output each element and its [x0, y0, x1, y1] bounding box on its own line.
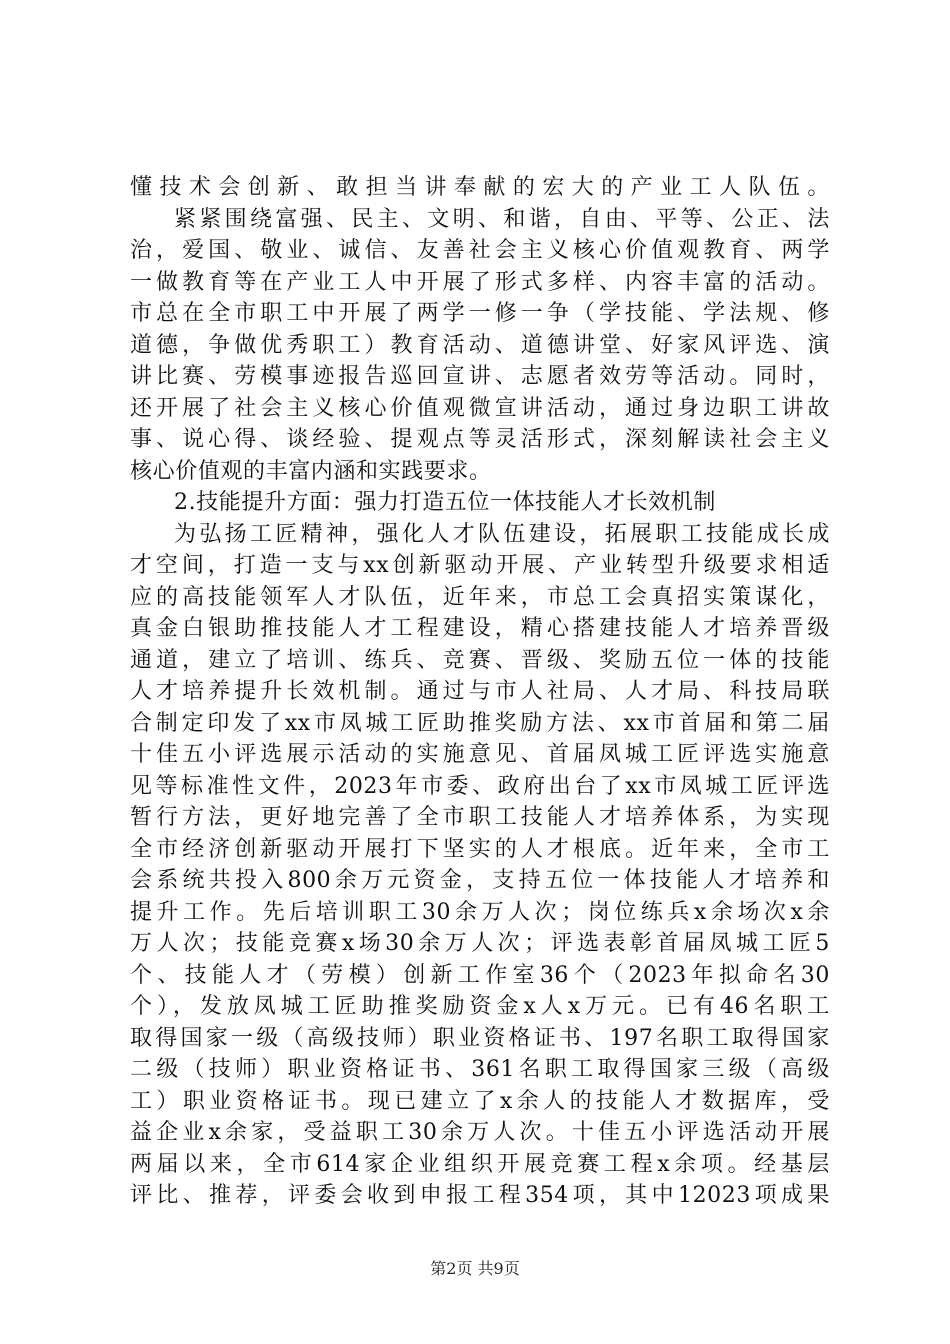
- text-line-17: 人才培养提升长效机制。通过与市人社局、人才局、科技局联: [130, 679, 830, 704]
- text-line-22: 全市经济创新驱动开展打下坚实的人才根底。近年来，全市工: [130, 836, 830, 862]
- text-line-13: 才空间，打造一支与xx创新驱动开展、产业转型升级要求相适: [130, 553, 830, 578]
- section-heading: 2.技能提升方面：强力打造五位一体技能人才长效机制: [174, 490, 716, 515]
- text-line-33: 评比、推荐，评委会收到申报工程354项，其中12023项成果: [130, 1183, 830, 1208]
- text-line-24: 提升工作。先后培训职工30余万人次；岗位练兵x余场次x余: [130, 899, 830, 925]
- text-line-8: 还开展了社会主义核心价值观微宣讲活动，通过身边职工讲故: [130, 395, 830, 421]
- text-line-15: 真金白银助推技能人才工程建设，精心搭建技能人才培养晋级: [130, 616, 830, 641]
- text-line-10: 核心价值观的丰富内涵和实践要求。: [130, 458, 492, 484]
- text-line-32: 两届以来，全市614家企业组织开展竞赛工程x余项。经基层: [130, 1151, 830, 1177]
- text-line-3: 治，爱国、敬业、诚信、友善社会主义核心价值观教育、两学: [130, 238, 830, 263]
- text-line-14: 应的高技能领军人才队伍，近年来，市总工会真招实策谋化，: [130, 584, 830, 610]
- text-line-1: 懂技术会创新、敢担当讲奉献的宏大的产业工人队伍。: [130, 175, 830, 200]
- text-line-30: 工）职业资格证书。现已建立了x余人的技能人才数据库，受: [130, 1088, 830, 1114]
- text-line-18: 合制定印发了xx市凤城工匠助推奖励方法、xx市首届和第二届: [130, 710, 830, 736]
- text-line-25: 万人次；技能竞赛x场30余万人次；评选表彰首届凤城工匠5: [130, 931, 830, 956]
- text-line-16: 通道，建立了培训、练兵、竞赛、晋级、奖励五位一体的技能: [130, 647, 830, 673]
- text-line-26: 个、技能人才（劳模）创新工作室36个（2023年拟命名30: [130, 962, 830, 988]
- text-line-7: 讲比赛、劳模事迹报告巡回宣讲、志愿者效劳等活动。同时，: [130, 364, 830, 389]
- text-line-27: 个），发放凤城工匠助推奖励资金x人x万元。已有46名职工: [130, 994, 830, 1019]
- text-line-5: 市总在全市职工中开展了两学一修一争（学技能、学法规、修: [130, 301, 830, 326]
- text-line-9: 事、说心得、谈经验、提观点等灵活形式，深刻解读社会主义: [130, 427, 830, 452]
- text-line-19: 十佳五小评选展示活动的实施意见、首届凤城工匠评选实施意: [130, 742, 830, 767]
- document-body: [130, 172, 830, 1212]
- text-line-20: 见等标准性文件，2023年市委、政府出台了xx市凤城工匠评选: [130, 773, 830, 799]
- text-line-4: 一做教育等在产业工人中开展了形式多样、内容丰富的活动。: [130, 269, 830, 295]
- text-line-29: 二级（技师）职业资格证书、361名职工取得国家三级（高级: [130, 1057, 830, 1082]
- page-number-footer: 第2页 共9页: [430, 1259, 520, 1278]
- text-line-2: 紧紧围绕富强、民主、文明、和谐，自由、平等、公正、法: [174, 206, 830, 232]
- text-line-31: 益企业x余家，受益职工30余万人次。十佳五小评选活动开展: [130, 1120, 830, 1145]
- text-line-12: 为弘扬工匠精神，强化人才队伍建设，拓展职工技能成长成: [174, 521, 830, 547]
- text-line-23: 会系统共投入800余万元资金，支持五位一体技能人才培养和: [130, 868, 830, 893]
- text-line-6: 道德，争做优秀职工）教育活动、道德讲堂、好家风评选、演: [130, 332, 830, 358]
- text-line-28: 取得国家一级（高级技师）职业资格证书、197名职工取得国家: [130, 1025, 830, 1051]
- text-line-21: 暂行方法，更好地完善了全市职工技能人才培养体系，为实现: [130, 805, 830, 830]
